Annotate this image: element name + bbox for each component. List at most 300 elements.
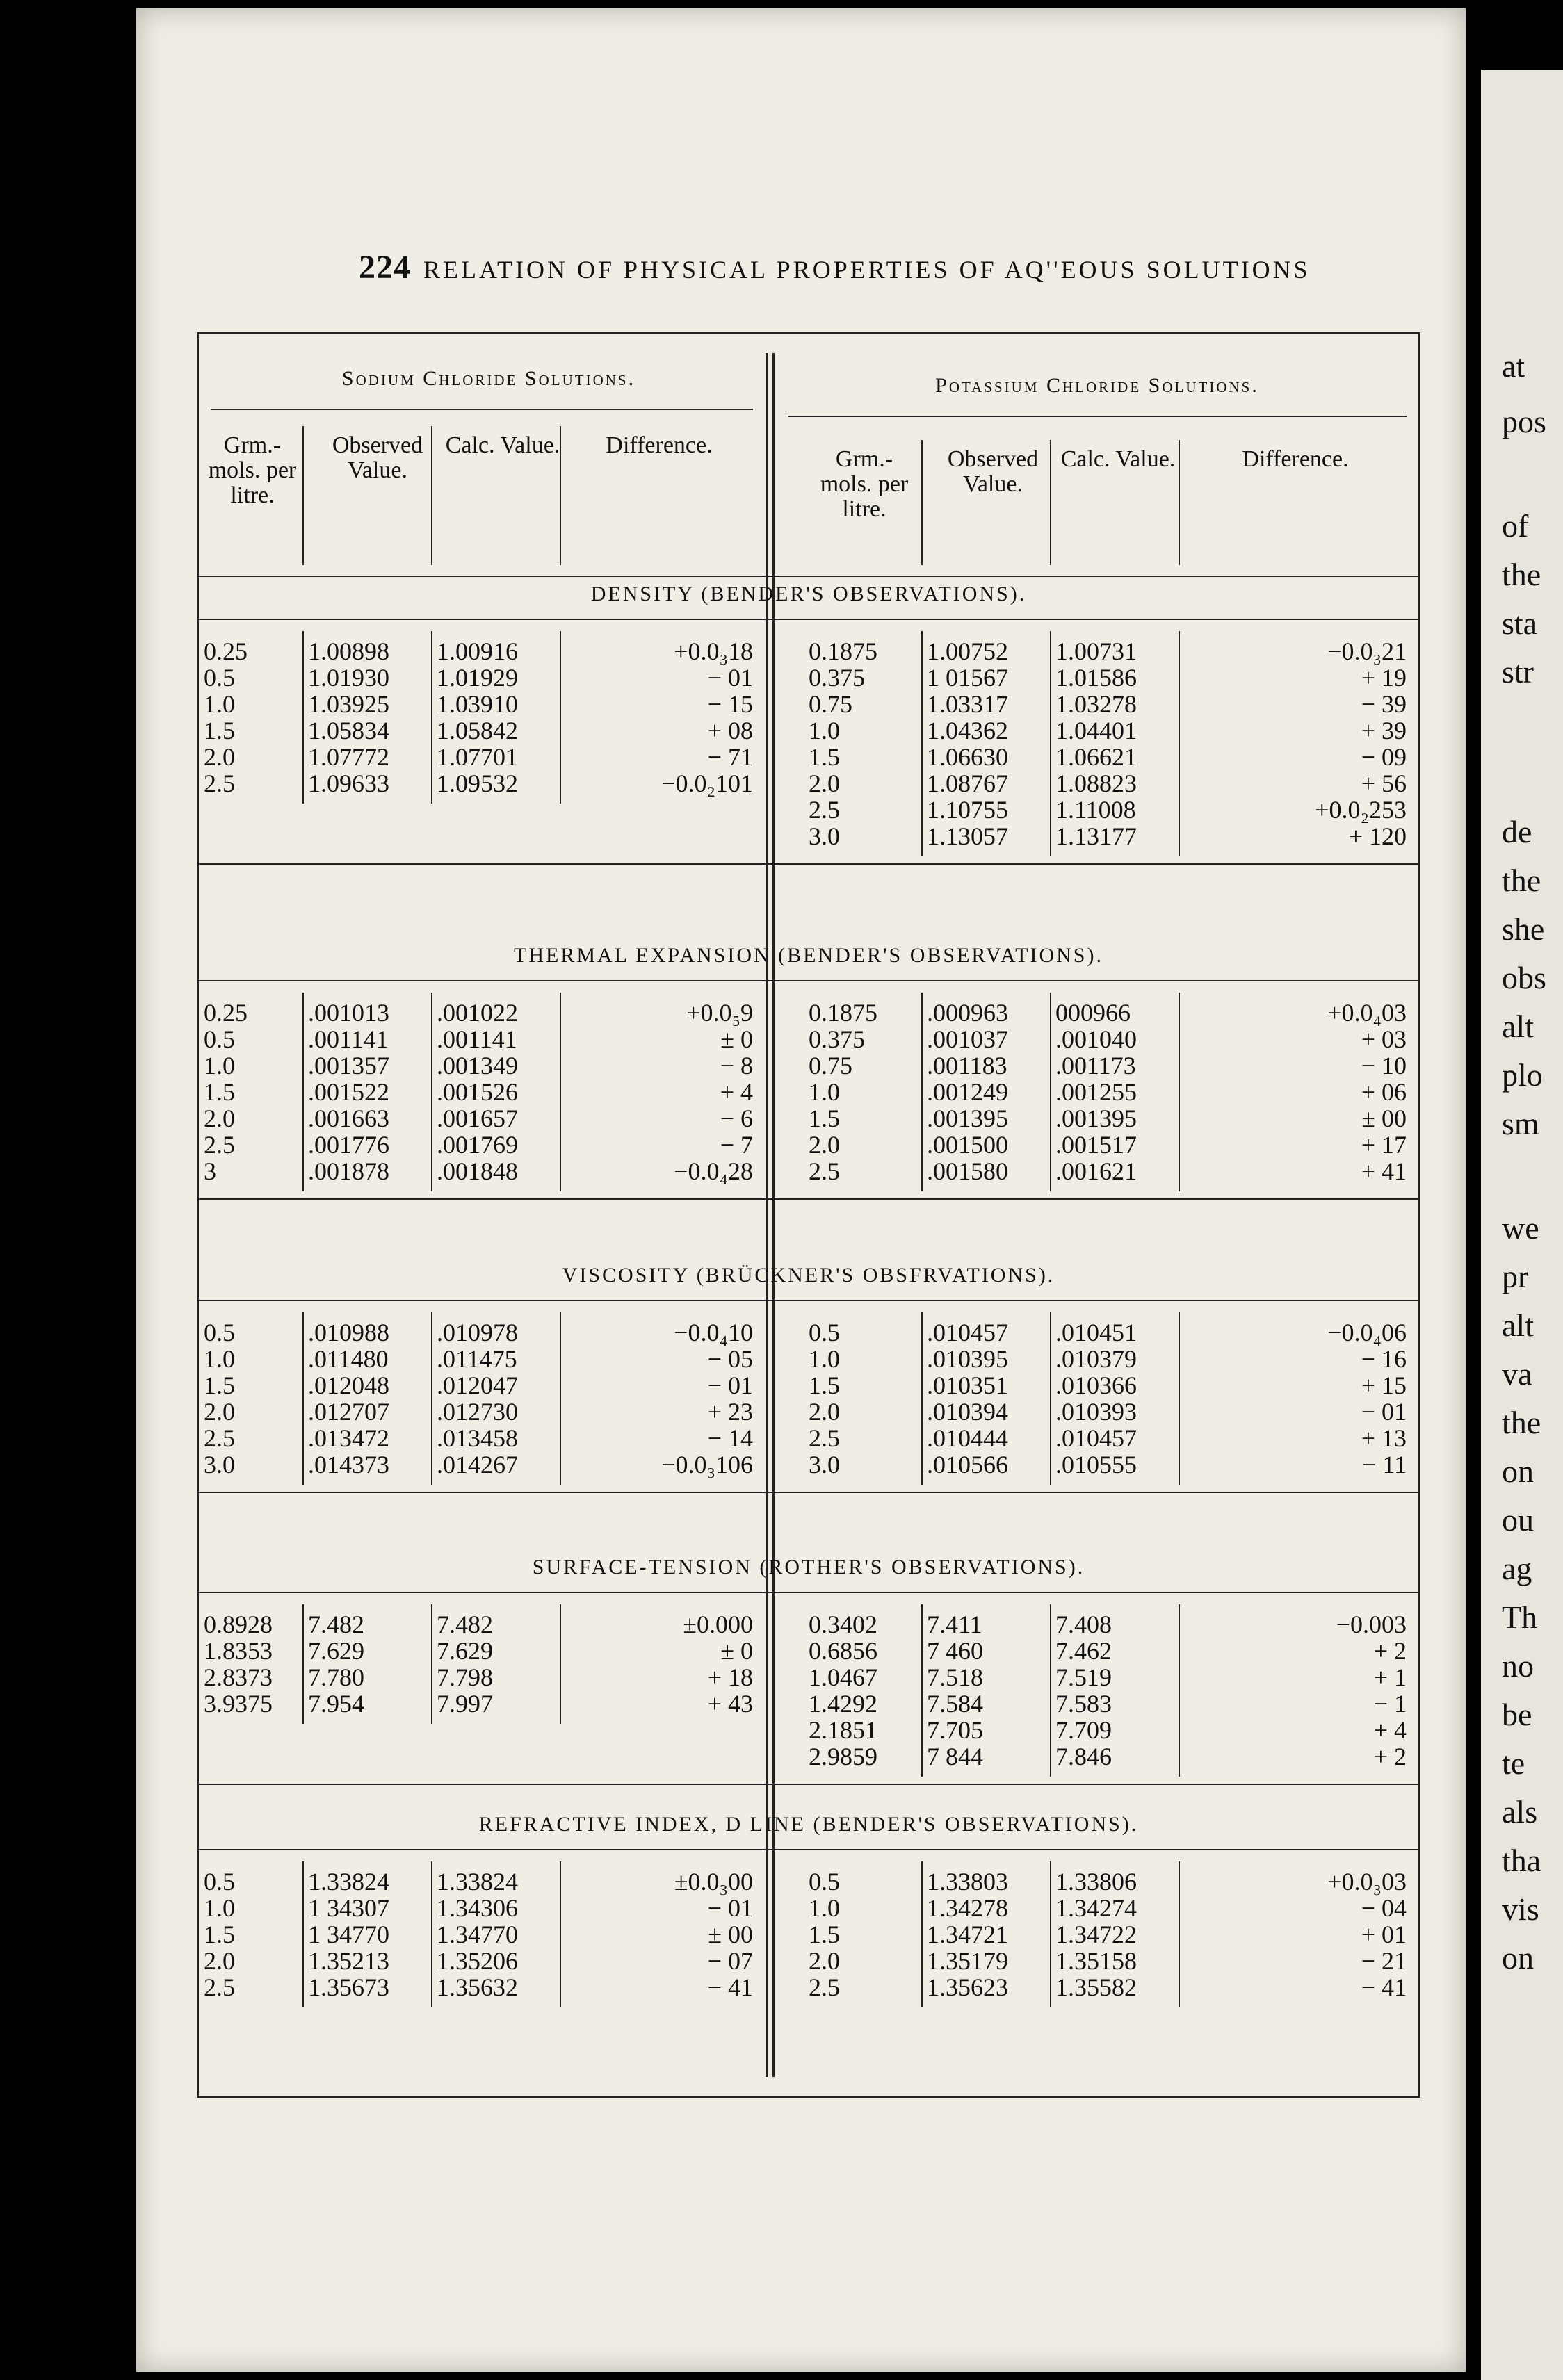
facing-page-edge <box>1481 70 1563 2380</box>
table-cell: 2.5 <box>809 1424 840 1452</box>
table-cell: .010393 <box>1055 1398 1137 1426</box>
table-cell: − 1 <box>1373 1690 1407 1718</box>
column-sodium-diff <box>565 1000 753 1184</box>
section-title: REFRACTIVE INDEX, D LINE (BENDER'S OBSERVATIONS). <box>478 1813 1139 1836</box>
column-potassium-conc <box>809 1000 920 1184</box>
table-cell: 2.0 <box>809 1398 840 1426</box>
column-sodium-conc <box>204 1319 301 1478</box>
table-cell: 2.5 <box>809 1973 840 2001</box>
section-title: THERMAL EXPANSION (BENDER'S OBSERVATIONS). <box>514 944 1103 967</box>
table-cell: .010988 <box>308 1319 389 1346</box>
column-potassium-diff <box>1184 1868 1407 2000</box>
section-end-rule <box>197 1784 1420 1785</box>
column-potassium-diff <box>1184 1319 1407 1478</box>
table-cell: .010457 <box>1055 1424 1137 1452</box>
section-title: SURFACE-TENSION (ROTHER'S OBSERVATIONS). <box>532 1556 1085 1579</box>
cell-column-rule <box>1179 993 1180 1191</box>
table-cell: .001141 <box>437 1025 517 1053</box>
table-cell: .001013 <box>308 999 389 1027</box>
column-sodium-observed <box>308 638 447 797</box>
table-cell: .011480 <box>308 1345 389 1373</box>
table-cell: 7.629 <box>308 1637 364 1665</box>
table-cell: .010351 <box>927 1371 1008 1399</box>
table-cell: − 05 <box>707 1345 753 1373</box>
cell-column-rule <box>560 1604 561 1724</box>
table-cell: 1.09532 <box>437 769 518 797</box>
table-cell: − 04 <box>1361 1894 1407 1922</box>
table-cell: 7.584 <box>927 1690 983 1718</box>
table-cell: .001522 <box>308 1078 389 1106</box>
table-cell: .013472 <box>308 1424 389 1452</box>
table-cell: .001621 <box>1055 1157 1137 1185</box>
table-cell: 1.06621 <box>1055 743 1137 771</box>
cell-column-rule <box>560 1861 561 2007</box>
facing-page-word: at <box>1502 348 1525 384</box>
table-cell: .001776 <box>308 1131 389 1159</box>
table-cell: 3.9375 <box>204 1690 273 1718</box>
table-cell: .001848 <box>437 1157 518 1185</box>
cell-column-rule <box>431 1861 432 2007</box>
table-cell: + 41 <box>1361 1157 1407 1185</box>
cell-column-rule <box>1050 1312 1051 1485</box>
table-cell: .014373 <box>308 1451 389 1478</box>
table-cell: 0.75 <box>809 690 852 718</box>
table-cell: .010457 <box>927 1319 1008 1346</box>
table-cell: 2.5 <box>204 1131 235 1159</box>
table-cell: 0.5 <box>204 1868 235 1896</box>
column-sodium-conc <box>204 1000 301 1184</box>
table-cell: −0.0₃21 <box>1327 637 1407 665</box>
table-cell: .010379 <box>1055 1345 1137 1373</box>
table-cell: .001183 <box>927 1052 1007 1079</box>
table-cell: 7.709 <box>1055 1716 1112 1744</box>
facing-page-word: the <box>1502 557 1541 592</box>
column-potassium-observed <box>927 1319 1059 1478</box>
table-cell: − 7 <box>720 1131 753 1159</box>
facing-page-word: va <box>1502 1356 1532 1392</box>
table-cell: − 11 <box>1362 1451 1407 1478</box>
column-sodium-calc <box>437 1000 569 1184</box>
table-cell: + 4 <box>1373 1716 1407 1744</box>
table-cell: 0.375 <box>809 1025 865 1053</box>
table-cell: 2.0 <box>204 1105 235 1132</box>
table-cell: 7.411 <box>927 1611 982 1638</box>
table-cell: − 01 <box>707 664 753 692</box>
table-cell: 1.8353 <box>204 1637 273 1665</box>
table-cell: 7.780 <box>308 1663 364 1691</box>
cell-column-rule <box>1179 1604 1180 1777</box>
cell-column-rule <box>560 631 561 804</box>
table-cell: 1.33824 <box>437 1868 518 1896</box>
column-header-sodium-0: Grm.- mols. per litre. <box>208 432 297 508</box>
table-cell: 1.33806 <box>1055 1868 1137 1896</box>
facing-page-word: on <box>1502 1453 1534 1489</box>
table-cell: − 10 <box>1361 1052 1407 1079</box>
running-title: RELATION OF PHYSICAL PROPERTIES OF AQ''EOUS SOLUTIONS <box>423 256 1311 284</box>
facing-page-word: pr <box>1502 1259 1529 1294</box>
table-cell: −0.003 <box>1336 1611 1407 1638</box>
table-cell: 2.0 <box>809 1947 840 1975</box>
table-cell: − 01 <box>707 1371 753 1399</box>
group-caption-rule-2 <box>788 416 1407 417</box>
table-cell: .001500 <box>927 1131 1008 1159</box>
table-cell: .001517 <box>1055 1131 1137 1159</box>
column-rule-potassium-2 <box>1050 440 1051 565</box>
table-cell: 2.8373 <box>204 1663 273 1691</box>
table-cell: 7.705 <box>927 1716 983 1744</box>
table-cell: .001526 <box>437 1078 518 1106</box>
cell-column-rule <box>1050 993 1051 1191</box>
facing-page-word: the <box>1502 863 1541 898</box>
column-header-potassium-2: Calc. Value. <box>1060 446 1176 472</box>
facing-page-word: she <box>1502 911 1545 947</box>
table-cell: 1.05834 <box>308 717 389 744</box>
table-cell: .010394 <box>927 1398 1008 1426</box>
table-cell: 1.33824 <box>308 1868 389 1896</box>
column-sodium-observed <box>308 1319 447 1478</box>
column-sodium-observed <box>308 1868 447 2000</box>
section-title-rule <box>197 1849 1420 1850</box>
table-cell: .010978 <box>437 1319 518 1346</box>
table-cell: 1.0467 <box>809 1663 877 1691</box>
table-cell: 1.33803 <box>927 1868 1008 1896</box>
facing-page-word: on <box>1502 1940 1534 1975</box>
data-table <box>197 332 1420 2098</box>
column-sodium-conc <box>204 638 301 797</box>
table-cell: + 2 <box>1373 1743 1407 1770</box>
facing-page-word: ou <box>1502 1502 1534 1538</box>
table-cell: 1.35673 <box>308 1973 389 2001</box>
table-cell: .001255 <box>1055 1078 1137 1106</box>
column-sodium-observed <box>308 1000 447 1184</box>
table-cell: 0.25 <box>204 637 248 665</box>
column-sodium-calc <box>437 1319 569 1478</box>
cell-column-rule <box>1179 1861 1180 2007</box>
table-cell: 1.06630 <box>927 743 1008 771</box>
cell-column-rule <box>302 1604 304 1724</box>
table-cell: .010444 <box>927 1424 1008 1452</box>
table-cell: 1.5 <box>809 1921 840 1948</box>
table-cell: 7.997 <box>437 1690 493 1718</box>
header-rule <box>197 576 1420 577</box>
table-cell: 1 01567 <box>927 664 1008 692</box>
column-sodium-conc <box>204 1868 301 2000</box>
running-header <box>359 248 1311 286</box>
table-cell: +0.0₃18 <box>674 637 753 665</box>
facing-page-word: ag <box>1502 1551 1532 1586</box>
table-cell: 0.1875 <box>809 637 877 665</box>
facing-page-word: pos <box>1502 404 1546 439</box>
table-cell: − 07 <box>707 1947 753 1975</box>
table-cell: 1.0 <box>204 1894 235 1922</box>
table-cell: +0.0₂253 <box>1315 796 1407 824</box>
column-header-sodium-3: Difference. <box>606 432 713 458</box>
column-sodium-diff <box>565 638 753 797</box>
facing-page-word: obs <box>1502 960 1546 995</box>
page-number: 224 <box>359 249 411 286</box>
table-cell: + 43 <box>707 1690 753 1718</box>
cell-column-rule <box>560 993 561 1191</box>
table-cell: 000966 <box>1055 999 1131 1027</box>
cell-column-rule <box>921 631 923 856</box>
table-cell: 1.0 <box>809 1078 840 1106</box>
table-cell: 7.846 <box>1055 1743 1112 1770</box>
section-title-rule <box>197 619 1420 620</box>
table-cell: + 06 <box>1361 1078 1407 1106</box>
table-cell: − 16 <box>1361 1345 1407 1373</box>
table-cell: −0.0₂101 <box>661 769 753 797</box>
facing-page-word: of <box>1502 508 1529 544</box>
table-cell: 3.0 <box>809 822 840 850</box>
facing-page-word: no <box>1502 1648 1534 1684</box>
table-cell: 1.03925 <box>308 690 389 718</box>
table-cell: 7.408 <box>1055 1611 1112 1638</box>
cell-column-rule <box>1050 631 1051 856</box>
cell-column-rule <box>431 1312 432 1485</box>
table-cell: 1.35623 <box>927 1973 1008 2001</box>
group-caption-sodium: Sodium Chloride Solutions. <box>341 367 636 390</box>
column-rule-sodium-3 <box>560 426 561 565</box>
table-cell: − 39 <box>1361 690 1407 718</box>
table-cell: + 4 <box>720 1078 753 1106</box>
table-cell: 2.0 <box>809 769 840 797</box>
column-header-sodium-1: Observed Value. <box>332 432 423 483</box>
table-cell: 1.08767 <box>927 769 1008 797</box>
table-cell: 1.35213 <box>308 1947 389 1975</box>
table-cell: 3 <box>204 1157 216 1185</box>
table-cell: ± 0 <box>720 1025 753 1053</box>
facing-page-word: te <box>1502 1745 1525 1781</box>
table-cell: 2.9859 <box>809 1743 877 1770</box>
table-cell: ±0.0₃00 <box>674 1868 753 1896</box>
column-potassium-calc <box>1055 638 1181 849</box>
column-potassium-observed <box>927 1611 1059 1770</box>
cell-column-rule <box>921 993 923 1191</box>
table-cell: 2.5 <box>204 1424 235 1452</box>
table-cell: .001769 <box>437 1131 518 1159</box>
table-cell: 1.00731 <box>1055 637 1137 665</box>
table-cell: 7.519 <box>1055 1663 1112 1691</box>
table-cell: .010451 <box>1055 1319 1137 1346</box>
table-cell: + 13 <box>1361 1424 1407 1452</box>
table-frame-top <box>197 332 1420 334</box>
cell-column-rule <box>921 1861 923 2007</box>
table-cell: 7.583 <box>1055 1690 1112 1718</box>
column-rule-sodium-2 <box>431 426 432 565</box>
facing-page-word: sm <box>1502 1106 1539 1141</box>
section-end-rule <box>197 1198 1420 1200</box>
section-end-rule <box>197 863 1420 865</box>
table-cell: − 15 <box>707 690 753 718</box>
table-cell: .012730 <box>437 1398 518 1426</box>
table-cell: 1.0 <box>204 1345 235 1373</box>
column-potassium-conc <box>809 1868 920 2000</box>
column-sodium-observed <box>308 1611 447 1717</box>
table-cell: .001141 <box>308 1025 389 1053</box>
cell-column-rule <box>431 993 432 1191</box>
table-cell: 1.5 <box>809 743 840 771</box>
table-cell: + 08 <box>707 717 753 744</box>
table-cell: .001395 <box>1055 1105 1137 1132</box>
table-cell: 1.34721 <box>927 1921 1008 1948</box>
table-cell: 0.5 <box>809 1319 840 1346</box>
facing-page-word: sta <box>1502 605 1538 641</box>
table-cell: 7 460 <box>927 1637 983 1665</box>
facing-page-word: the <box>1502 1405 1541 1440</box>
cell-column-rule <box>431 1604 432 1724</box>
section-end-rule <box>197 1492 1420 1493</box>
table-cell: 1.07772 <box>308 743 389 771</box>
table-cell: 3.0 <box>809 1451 840 1478</box>
table-cell: − 71 <box>707 743 753 771</box>
facing-page-word: vis <box>1502 1891 1539 1927</box>
table-cell: 1.5 <box>809 1105 840 1132</box>
table-cell: .013458 <box>437 1424 518 1452</box>
table-cell: .001657 <box>437 1105 518 1132</box>
table-cell: − 8 <box>720 1052 753 1079</box>
column-header-sodium-2: Calc. Value. <box>445 432 560 458</box>
section-title: DENSITY (BENDER'S OBSERVATIONS). <box>590 582 1027 605</box>
table-cell: 7.518 <box>927 1663 983 1691</box>
table-cell: .010366 <box>1055 1371 1137 1399</box>
column-potassium-observed <box>927 1000 1059 1184</box>
table-cell: .001173 <box>1055 1052 1136 1079</box>
cell-column-rule <box>560 1312 561 1485</box>
column-header-potassium-1: Observed Value. <box>947 446 1039 497</box>
table-cell: 0.5 <box>809 1868 840 1896</box>
table-cell: .001249 <box>927 1078 1008 1106</box>
table-cell: −0.0₄28 <box>674 1157 753 1185</box>
section-title-rule <box>197 1300 1420 1301</box>
table-cell: + 120 <box>1348 822 1407 850</box>
column-header-potassium-3: Difference. <box>1242 446 1349 472</box>
table-cell: 1.10755 <box>927 796 1008 824</box>
column-sodium-calc <box>437 638 569 797</box>
table-cell: .001040 <box>1055 1025 1137 1053</box>
table-cell: + 01 <box>1361 1921 1407 1948</box>
table-cell: 7.954 <box>308 1690 364 1718</box>
column-potassium-calc <box>1055 1868 1181 2000</box>
table-cell: 0.3402 <box>809 1611 877 1638</box>
table-cell: .010566 <box>927 1451 1008 1478</box>
table-cell: 1.34770 <box>437 1921 518 1948</box>
facing-page-word: be <box>1502 1697 1532 1732</box>
table-cell: .001580 <box>927 1157 1008 1185</box>
table-cell: .001037 <box>927 1025 1008 1053</box>
facing-page-word: alt <box>1502 1009 1534 1044</box>
table-cell: 1.0 <box>809 1894 840 1922</box>
section-title: VISCOSITY (BRÜCKNER'S OBSFRVATIONS). <box>562 1264 1055 1287</box>
cell-column-rule <box>921 1312 923 1485</box>
group-caption-potassium: Potassium Chloride Solutions. <box>935 374 1259 397</box>
column-rule-sodium-1 <box>302 426 304 565</box>
table-cell: .014267 <box>437 1451 518 1478</box>
cell-column-rule <box>431 631 432 804</box>
column-potassium-conc <box>809 1611 920 1770</box>
table-cell: 1.4292 <box>809 1690 877 1718</box>
table-cell: 1.07701 <box>437 743 518 771</box>
table-cell: + 03 <box>1361 1025 1407 1053</box>
column-potassium-diff <box>1184 1611 1407 1770</box>
table-cell: 2.5 <box>204 1973 235 2001</box>
table-cell: 1.11008 <box>1055 796 1136 824</box>
table-cell: .012048 <box>308 1371 389 1399</box>
table-cell: 0.75 <box>809 1052 852 1079</box>
column-potassium-calc <box>1055 1000 1181 1184</box>
table-cell: .001395 <box>927 1105 1008 1132</box>
table-cell: −0.0₃106 <box>661 1451 753 1478</box>
column-potassium-observed <box>927 638 1059 849</box>
table-cell: 1.01929 <box>437 664 518 692</box>
table-cell: 0.1875 <box>809 999 877 1027</box>
table-cell: + 2 <box>1373 1637 1407 1665</box>
table-cell: 1.0 <box>204 1052 235 1079</box>
table-cell: 2.5 <box>204 769 235 797</box>
table-cell: 2.0 <box>204 1398 235 1426</box>
section-title-rule <box>197 1592 1420 1593</box>
table-cell: 1.04362 <box>927 717 1008 744</box>
column-potassium-calc <box>1055 1319 1181 1478</box>
table-cell: − 41 <box>707 1973 753 2001</box>
cell-column-rule <box>1050 1604 1051 1777</box>
table-cell: 3.0 <box>204 1451 235 1478</box>
table-cell: .001357 <box>308 1052 389 1079</box>
table-cell: 1.5 <box>204 717 235 744</box>
table-cell: 1.09633 <box>308 769 389 797</box>
table-cell: 2.5 <box>809 1157 840 1185</box>
table-cell: 1.34278 <box>927 1894 1008 1922</box>
table-cell: 1.00752 <box>927 637 1008 665</box>
table-cell: 0.25 <box>204 999 248 1027</box>
table-cell: +0.0₃03 <box>1327 1868 1407 1896</box>
table-cell: 1.00916 <box>437 637 518 665</box>
table-frame-bottom <box>197 2096 1420 2098</box>
cell-column-rule <box>1179 1312 1180 1485</box>
section-title-rule <box>197 980 1420 981</box>
facing-page-word: de <box>1502 814 1532 849</box>
table-cell: 1.00898 <box>308 637 389 665</box>
table-cell: .011475 <box>437 1345 517 1373</box>
table-cell: 1.03910 <box>437 690 518 718</box>
table-cell: .010395 <box>927 1345 1008 1373</box>
cell-column-rule <box>921 1604 923 1777</box>
table-cell: 7.629 <box>437 1637 493 1665</box>
cell-column-rule <box>302 1861 304 2007</box>
table-cell: 1.13177 <box>1055 822 1137 850</box>
facing-page-word: als <box>1502 1794 1538 1829</box>
table-cell: − 41 <box>1361 1973 1407 2001</box>
table-cell: + 19 <box>1361 664 1407 692</box>
table-cell: + 39 <box>1361 717 1407 744</box>
table-cell: 2.0 <box>809 1131 840 1159</box>
table-cell: 1.5 <box>204 1921 235 1948</box>
table-cell: + 15 <box>1361 1371 1407 1399</box>
column-potassium-calc <box>1055 1611 1181 1770</box>
table-cell: + 1 <box>1373 1663 1407 1691</box>
table-cell: 1.35158 <box>1055 1947 1137 1975</box>
table-cell: 1.03317 <box>927 690 1008 718</box>
table-cell: 1.5 <box>809 1371 840 1399</box>
table-cell: 1.0 <box>204 690 235 718</box>
table-cell: 7 844 <box>927 1743 983 1770</box>
table-cell: + 17 <box>1361 1131 1407 1159</box>
cell-column-rule <box>302 993 304 1191</box>
table-cell: − 14 <box>707 1424 753 1452</box>
table-cell: ± 0 <box>720 1637 753 1665</box>
table-cell: 2.0 <box>204 1947 235 1975</box>
table-cell: .012047 <box>437 1371 518 1399</box>
table-cell: + 56 <box>1361 769 1407 797</box>
